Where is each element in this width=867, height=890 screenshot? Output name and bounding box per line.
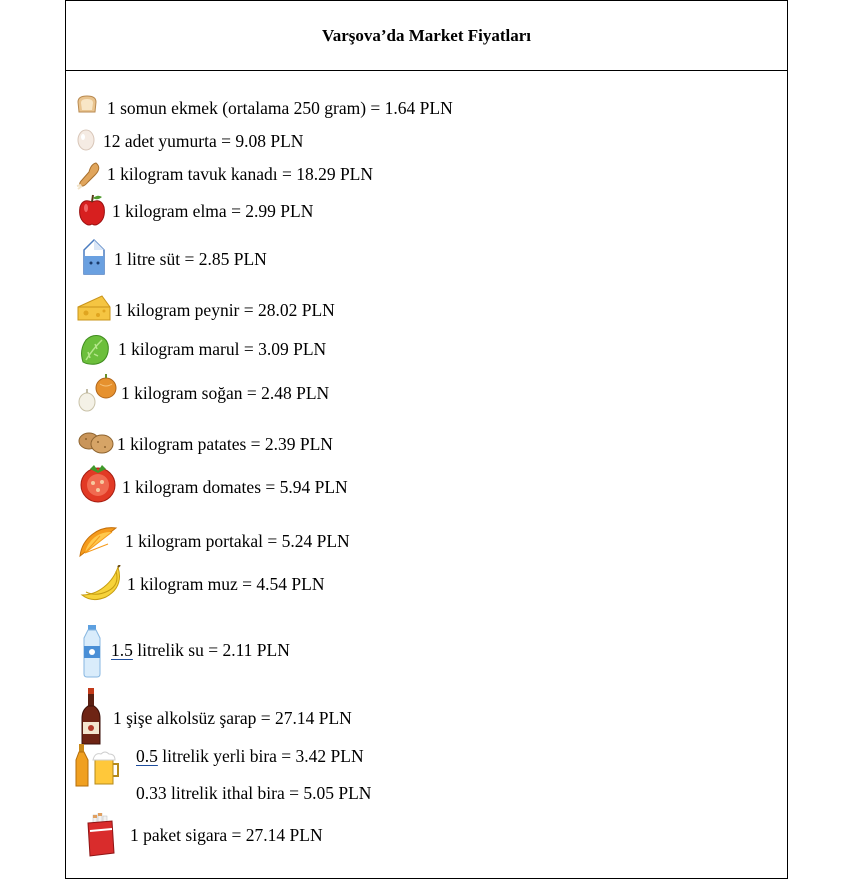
bread-icon — [75, 94, 99, 119]
banana-icon — [80, 565, 124, 608]
list-item: 1 kilogram tavuk kanadı = 18.29 PLN — [107, 164, 374, 184]
list-item: 1 kilogram muz = 4.54 PLN — [127, 574, 325, 594]
list-item: 1 litre süt = 2.85 PLN — [114, 249, 267, 269]
list-item: 1 kilogram elma = 2.99 PLN — [112, 201, 314, 221]
list-item: 1 somun ekmek (ortalama 250 gram) = 1.64 PLN — [107, 98, 453, 118]
list-item: 1 kilogram portakal = 5.24 PLN — [125, 531, 350, 551]
list-item: 1 kilogram domates = 5.94 PLN — [122, 477, 348, 497]
apple-icon — [76, 193, 108, 232]
chicken-wing-icon — [76, 160, 102, 195]
tomato-icon — [78, 463, 118, 508]
title-row — [66, 1, 787, 71]
lettuce-icon — [78, 332, 112, 371]
milk-carton-icon — [80, 238, 108, 281]
beer-icon — [75, 742, 121, 793]
list-item: 12 adet yumurta = 9.08 PLN — [103, 131, 304, 151]
underlined-quantity: 0.5 — [136, 746, 158, 766]
list-item: 1 kilogram marul = 3.09 PLN — [118, 339, 327, 359]
list-item: 1 şişe alkolsüz şarap = 27.14 PLN — [113, 708, 352, 728]
list-item: 1 kilogram soğan = 2.48 PLN — [121, 383, 330, 403]
potato-icon — [78, 429, 114, 460]
egg-icon — [76, 127, 96, 156]
page-title: Varşova’da Market Fiyatları — [321, 25, 531, 45]
list-item: 1 kilogram peynir = 28.02 PLN — [114, 300, 335, 320]
cheese-icon — [76, 293, 112, 328]
list-item: 1 kilogram patates = 2.39 PLN — [117, 434, 333, 454]
onion-icon — [76, 374, 118, 419]
list-item: 1.5 litrelik su = 2.11 PLN — [111, 640, 290, 660]
list-item: 0.5 litrelik yerli bira = 3.42 PLN — [136, 746, 364, 766]
underlined-quantity: 1.5 — [111, 640, 133, 660]
list-item: 1 paket sigara = 27.14 PLN — [130, 825, 323, 845]
list-item: 0.33 litrelik ithal bira = 5.05 PLN — [136, 783, 372, 803]
orange-slice-icon — [78, 524, 118, 563]
cigarette-pack-icon — [84, 813, 116, 862]
water-bottle-icon — [80, 624, 104, 683]
